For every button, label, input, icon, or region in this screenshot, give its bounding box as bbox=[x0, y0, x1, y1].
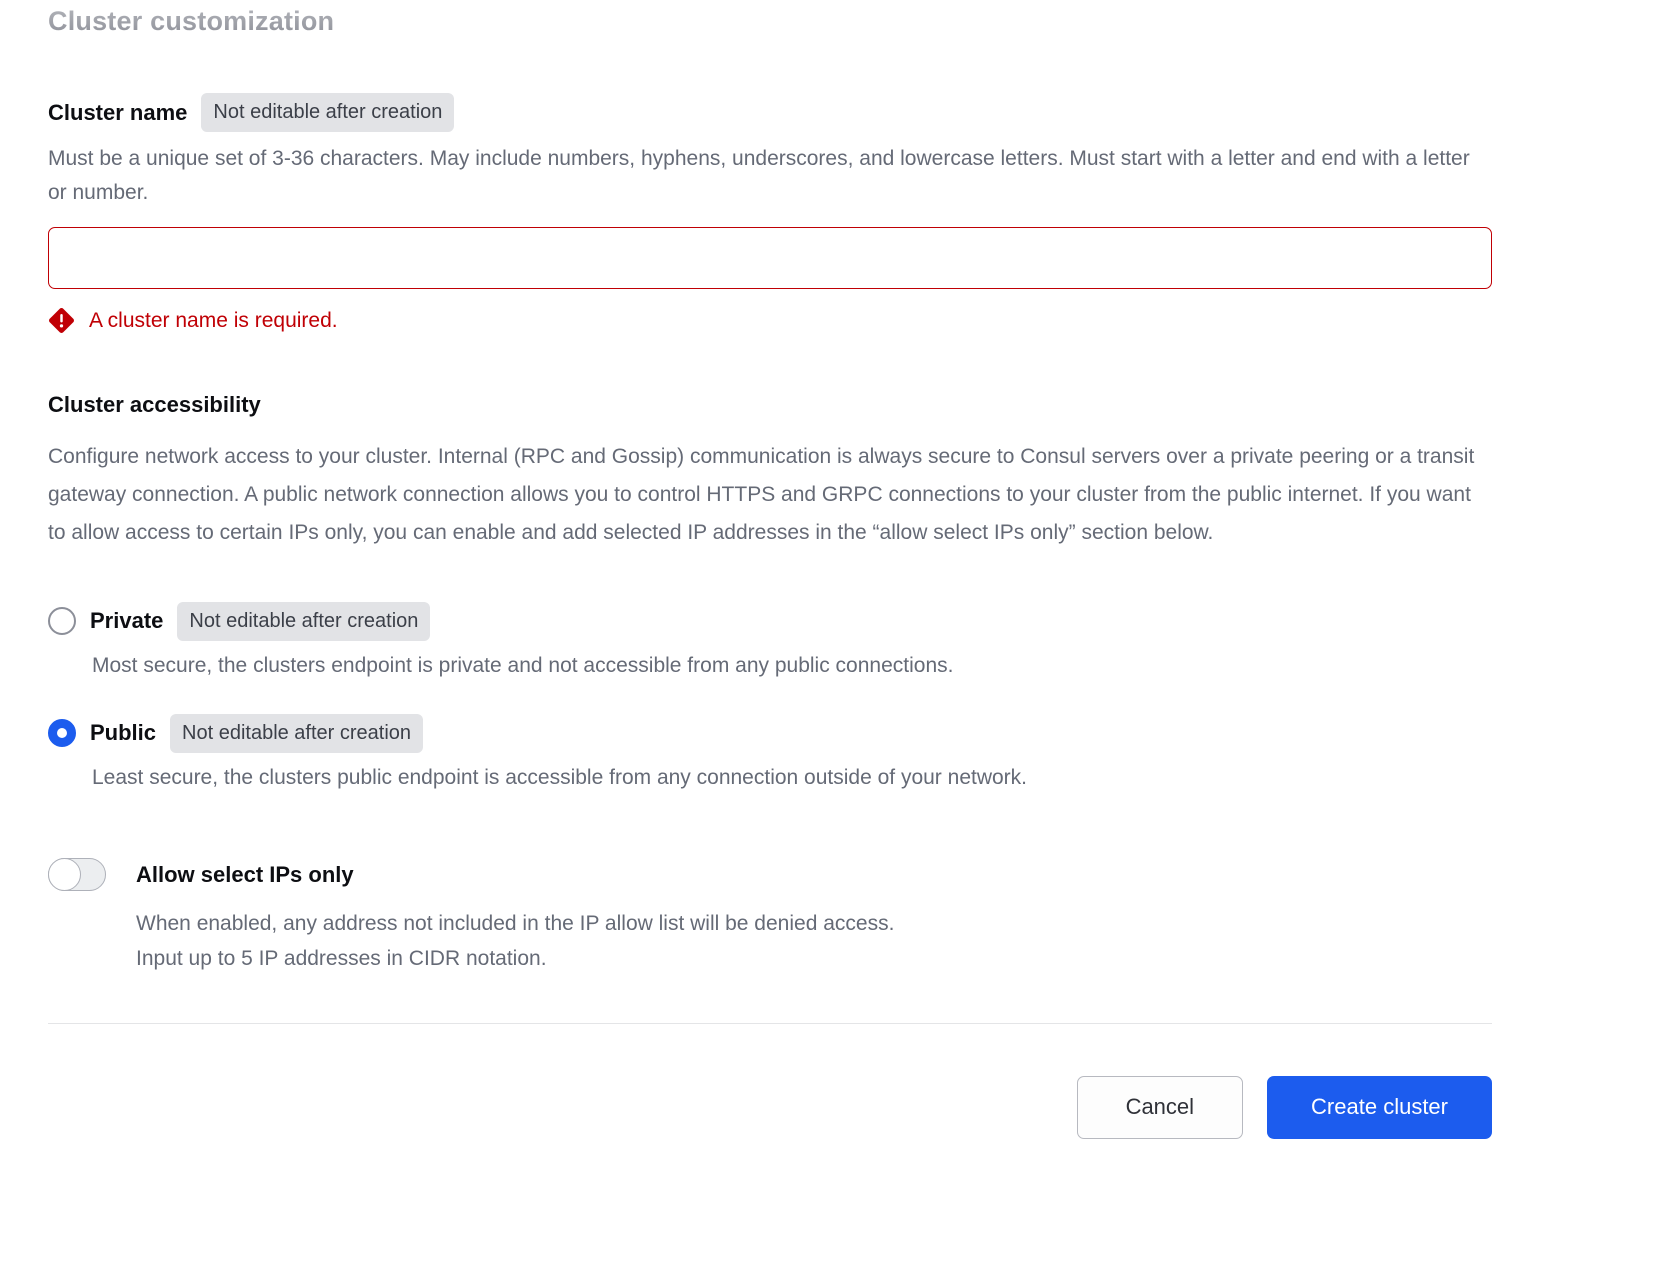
create-cluster-button[interactable]: Create cluster bbox=[1267, 1076, 1492, 1139]
public-radio-label[interactable]: Public bbox=[90, 720, 157, 746]
private-radio-label[interactable]: Private bbox=[90, 608, 164, 634]
cluster-name-label: Cluster name bbox=[48, 99, 188, 125]
radio-option-public bbox=[48, 714, 1492, 792]
cancel-button[interactable]: Cancel bbox=[1077, 1076, 1243, 1139]
not-editable-badge: Not editable after creation bbox=[201, 93, 454, 132]
page-title: Cluster customization bbox=[48, 6, 1492, 37]
ip-allow-section bbox=[48, 858, 1492, 976]
public-radio-description: Least secure, the clusters public endpoint is accessible from any connection outside of your network. bbox=[92, 765, 1028, 789]
private-radio[interactable] bbox=[48, 607, 76, 635]
allow-select-ips-toggle[interactable] bbox=[48, 858, 106, 891]
toggle-knob[interactable] bbox=[48, 858, 81, 891]
footer-actions bbox=[48, 1076, 1492, 1139]
ip-allow-description bbox=[48, 907, 1492, 976]
allow-select-ips-label: Allow select IPs only bbox=[136, 861, 354, 887]
private-radio-description: Most secure, the clusters endpoint is private and not accessible from any public connections. bbox=[92, 653, 954, 677]
cluster-name-input[interactable] bbox=[48, 227, 1492, 289]
accessibility-heading: Cluster accessibility bbox=[48, 392, 261, 418]
ip-allow-description-line1: When enabled, any address not included in the IP allow list will be denied access. bbox=[136, 912, 895, 936]
footer-divider bbox=[48, 1023, 1492, 1024]
alert-diamond-icon bbox=[48, 307, 75, 334]
cluster-accessibility-section bbox=[48, 392, 1492, 792]
error-message: A cluster name is required. bbox=[89, 308, 338, 332]
not-editable-badge: Not editable after creation bbox=[170, 714, 423, 753]
cluster-name-helper-text: Must be a unique set of 3-36 characters. May include numbers, hyphens, underscores, and lowercase letters. Must start with a letter and end with a letter or number. bbox=[48, 147, 1470, 204]
accessibility-description: Configure network access to your cluster. Internal (RPC and Gossip) communication is always secure to Consul servers over a private peering or a transit gateway connection. A public network connection allows you to control HTTPS and GRPC connections to your cluster from the public internet. If you want to allow access to certain IPs only, you can enable and add selected IP addresses in the “allow select IPs only” section below. bbox=[48, 445, 1475, 544]
ip-allow-description-line2: Input up to 5 IP addresses in CIDR notation. bbox=[136, 947, 547, 970]
cluster-name-section bbox=[48, 93, 1492, 334]
radio-option-private bbox=[48, 602, 1492, 680]
public-radio[interactable] bbox=[48, 719, 76, 747]
cluster-name-error bbox=[48, 307, 1492, 334]
not-editable-badge: Not editable after creation bbox=[177, 602, 430, 641]
